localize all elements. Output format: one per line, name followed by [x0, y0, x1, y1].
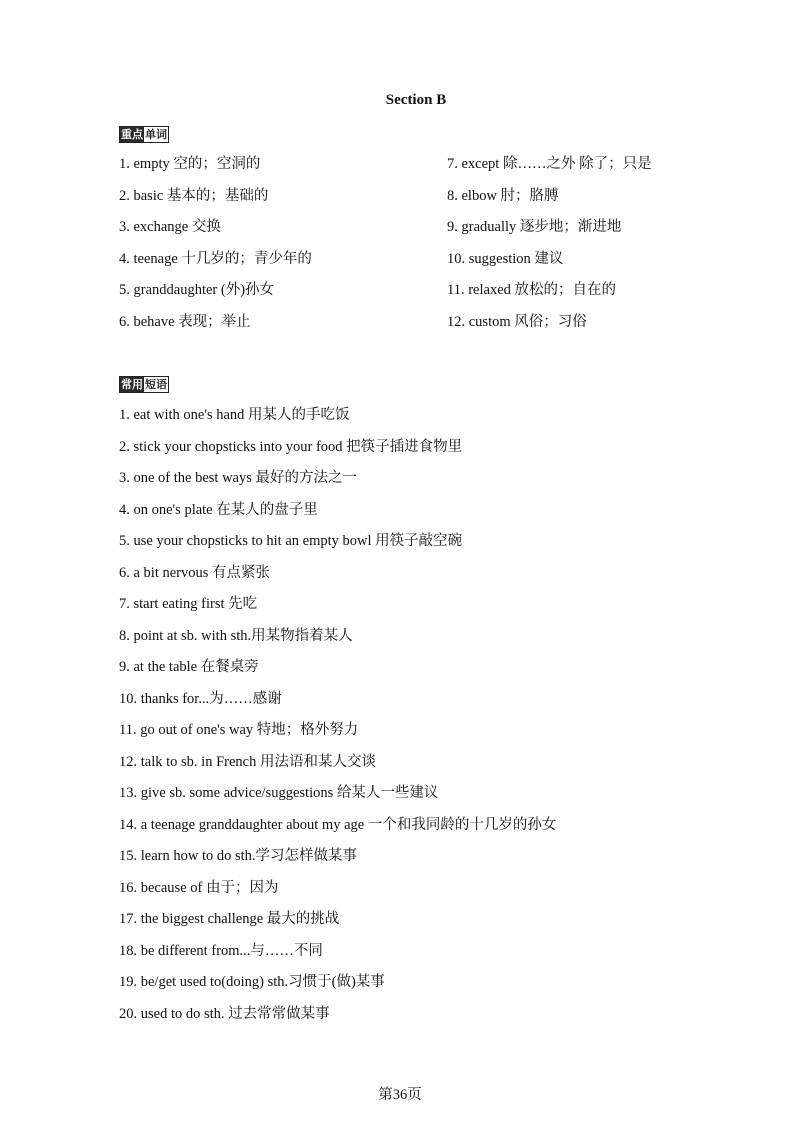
vocab-item: 9. gradually 逐步地；渐进地 [447, 219, 622, 235]
phrase-item: 6. a bit nervous 有点紧张 [119, 564, 271, 581]
vocab-list [119, 154, 739, 343]
phrase-item: 4. on one's plate 在某人的盘子里 [119, 501, 318, 518]
vocab-item: 8. elbow 肘；胳膊 [447, 187, 559, 204]
phrase-item: 14. a teenage granddaughter about my age 一个和我同龄的十几岁的孙女 [119, 816, 557, 833]
page-number: 第36页 [378, 1087, 422, 1103]
vocab-item: 2. basic 基本的；基础的 [119, 187, 269, 204]
phrase-item: 11. go out of one's way 特地；格外努力 [119, 722, 359, 738]
phrase-item: 12. talk to sb. in French 用法语和某人交谈 [119, 753, 376, 770]
vocab-item: 10. suggestion 建议 [447, 250, 564, 267]
vocab-section-tag [119, 126, 169, 143]
vocab-item: 5. granddaughter (外)孙女 [119, 282, 275, 298]
phrase-item: 17. the biggest challenge 最大的挑战 [119, 911, 340, 927]
phrase-item: 5. use your chopsticks to hit an empty bowl 用筷子敲空碗 [119, 533, 463, 549]
vocab-item: 6. behave 表现；举止 [119, 313, 251, 330]
phrase-item: 19. be/get used to(doing) sth.习惯于(做)某事 [119, 974, 385, 990]
phrase-tag-common: 常用 [121, 378, 143, 391]
vocab-tag-key: 重点 [121, 128, 143, 141]
phrase-item: 1. eat with one's hand 用某人的手吃饭 [119, 407, 350, 423]
phrase-tag-phrase: 短语 [145, 378, 167, 391]
vocab-item: 3. exchange 交换 [119, 219, 221, 235]
phrase-item: 2. stick your chopsticks into your food 把筷子插进食物里 [119, 438, 463, 455]
phrase-item: 3. one of the best ways 最好的方法之一 [119, 470, 358, 486]
section-title: Section B [385, 92, 447, 108]
phrase-item: 10. thanks for...为……感谢 [119, 690, 282, 707]
phrase-item: 9. at the table 在餐桌旁 [119, 659, 259, 675]
vocab-item: 12. custom 风俗；习俗 [447, 313, 587, 330]
vocab-item: 11. relaxed 放松的；自在的 [447, 282, 617, 298]
phrase-item: 7. start eating first 先吃 [119, 596, 258, 612]
phrase-section-tag [119, 376, 169, 393]
phrase-item: 20. used to do sth. 过去常常做某事 [119, 1005, 330, 1022]
phrase-item: 13. give sb. some advice/suggestions 给某人一些建议 [119, 785, 439, 801]
phrase-item: 18. be different from...与……不同 [119, 942, 323, 959]
vocab-item: 4. teenage 十几岁的；青少年的 [119, 250, 312, 267]
phrase-item: 16. because of 由于；因为 [119, 879, 279, 896]
phrase-item: 15. learn how to do sth.学习怎样做某事 [119, 848, 358, 864]
phrase-item: 8. point at sb. with sth.用某物指着某人 [119, 627, 353, 644]
vocab-item: 1. empty 空的；空洞的 [119, 156, 261, 172]
vocab-tag-word: 单词 [145, 128, 167, 141]
vocab-item: 7. except 除……之外 除了；只是 [447, 156, 652, 172]
phrase-list [119, 405, 719, 1035]
